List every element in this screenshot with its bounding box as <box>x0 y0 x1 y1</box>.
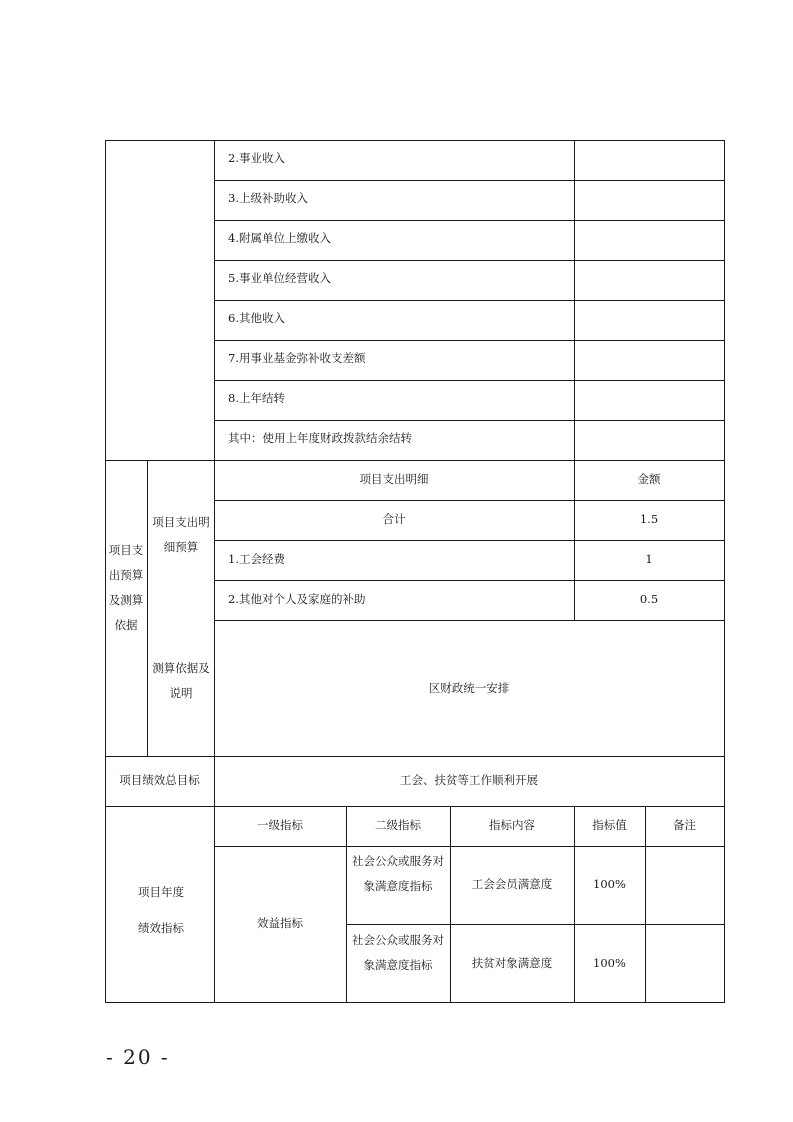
table-line <box>214 846 725 847</box>
indicators-header: 二级指标 <box>375 818 421 832</box>
indicators-header: 备注 <box>673 818 696 832</box>
detail-row-name: 2.其他对个人及家庭的补助 <box>228 592 366 606</box>
indicators-label: 项目年度绩效指标 <box>138 885 184 935</box>
expenditure-detail-label: 项目支出明细预算 <box>152 515 210 554</box>
table-line <box>214 180 725 181</box>
table-line <box>105 140 106 1003</box>
detail-row-name: 合计 <box>382 512 406 526</box>
table-line <box>147 460 148 756</box>
page-number: - 20 - <box>106 1045 170 1069</box>
table-line <box>214 260 725 261</box>
table-line <box>346 924 725 925</box>
detail-row-amount: 1.5 <box>639 512 659 526</box>
level1-indicator: 效益指标 <box>257 916 303 930</box>
table-line <box>105 1002 725 1003</box>
income-item: 6.其他收入 <box>228 311 285 325</box>
income-item: 7.用事业基金弥补收支差额 <box>228 351 366 365</box>
detail-row-amount: 0.5 <box>639 592 659 606</box>
detail-row-name: 1.工会经费 <box>228 552 285 566</box>
level2-indicator: 社会公众或服务对象满意度指标 <box>352 854 444 893</box>
table-line <box>214 220 725 221</box>
expenditure-section-label: 项目支出预算及测算依据 <box>108 543 144 632</box>
indicators-header: 指标内容 <box>489 818 535 832</box>
table-line <box>574 806 575 1003</box>
amount-header: 金额 <box>637 472 661 486</box>
income-item: 3.上级补助收入 <box>228 191 308 205</box>
basis-label: 测算依据及说明 <box>152 661 210 700</box>
income-item: 5.事业单位经营收入 <box>228 271 331 285</box>
table-line <box>214 140 215 1003</box>
detail-header: 项目支出明细 <box>359 472 429 486</box>
goal-value: 工会、扶贫等工作顺利开展 <box>400 773 538 787</box>
income-item: 2.事业收入 <box>228 151 285 165</box>
table-line <box>574 140 575 621</box>
table-line <box>214 340 725 341</box>
table-line <box>214 300 725 301</box>
income-item: 8.上年结转 <box>228 391 285 405</box>
table-line <box>346 806 347 1003</box>
indicators-header: 指标值 <box>592 818 627 832</box>
table-line <box>214 540 725 541</box>
table-line <box>645 806 646 1003</box>
indicator-content: 扶贫对象满意度 <box>471 956 553 970</box>
detail-row-amount: 1 <box>645 552 653 566</box>
table-line <box>105 460 725 461</box>
level2-indicator: 社会公众或服务对象满意度指标 <box>352 933 444 972</box>
income-item: 其中：使用上年度财政拨款结余结转 <box>228 431 412 445</box>
table-line <box>214 500 725 501</box>
table-line <box>214 420 725 421</box>
income-item: 4.附属单位上缴收入 <box>228 231 331 245</box>
table-line <box>724 140 725 1003</box>
table-line <box>214 620 725 621</box>
goal-label: 项目绩效总目标 <box>119 773 200 787</box>
table-line <box>214 580 725 581</box>
table-line <box>450 806 451 1003</box>
table-line <box>105 806 725 807</box>
table-line <box>105 140 725 141</box>
table-line <box>105 756 725 757</box>
table-line <box>214 380 725 381</box>
indicator-value: 100% <box>593 956 626 970</box>
basis-text: 区财政统一安排 <box>428 681 510 695</box>
indicator-value: 100% <box>593 877 626 891</box>
indicators-header: 一级指标 <box>257 818 303 832</box>
indicator-content: 工会会员满意度 <box>471 877 553 891</box>
